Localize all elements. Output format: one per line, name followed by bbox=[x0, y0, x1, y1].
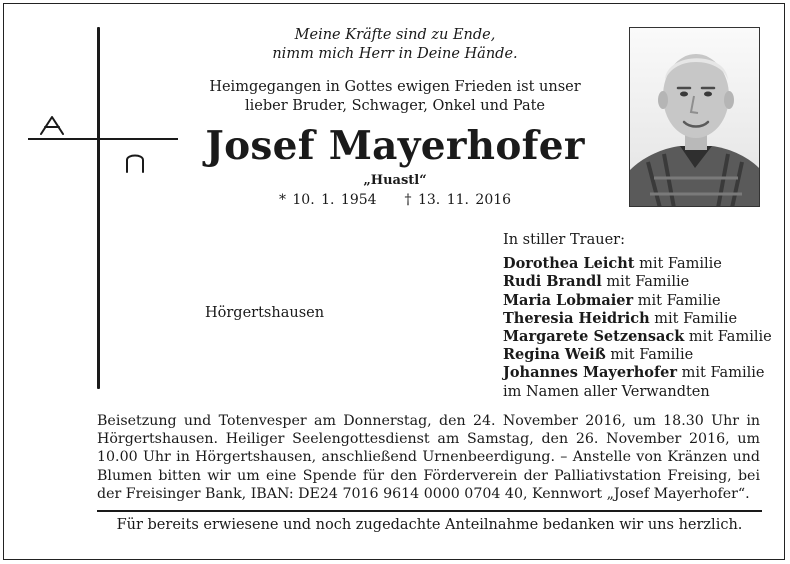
portrait-photo bbox=[629, 27, 760, 207]
omega-icon bbox=[122, 150, 148, 174]
mourner-name: Theresia Heidrich bbox=[503, 309, 650, 327]
mourner-entry bbox=[503, 346, 772, 364]
intro-text bbox=[180, 78, 610, 116]
mourner-name: Margarete Setzensack bbox=[503, 328, 685, 346]
funeral-details: Beisetzung und Totenvesper am Donnerstag, den 24. November 2016, um 18.30 Uhr in Hörgertshausen. Heiliger Seelengottesdienst am Samstag, den 26. November 2016, um 10.00 Uhr in Hörgertshausen, anschließend Urnenbeerdigung. – Anstelle von Kränzen und Blumen bitten wir um eine Spende für den Förderverein der Palliativstation Freising, bei der Freisinger Bank, IBAN: DE24 7016 9614 0000 0704 40, Kennwort „Josef Mayerhofer“. bbox=[97, 413, 760, 502]
mourner-suffix: mit Familie bbox=[649, 310, 738, 327]
death-date: † 13. 11. 2016 bbox=[404, 192, 512, 208]
birth-date: * 10. 1. 1954 bbox=[278, 192, 377, 208]
mourners-list bbox=[503, 231, 772, 401]
deceased-name: Josef Mayerhofer bbox=[205, 123, 585, 169]
place-name: Hörgertshausen bbox=[205, 305, 325, 321]
mourner-suffix: mit Familie bbox=[677, 365, 765, 382]
mourner-name: Regina Weiß bbox=[503, 346, 606, 364]
mourner-name: Dorothea Leicht bbox=[503, 255, 635, 273]
thanks-note: Für bereits erwiesene und noch zugedachte Anteilnahme bedanken wir uns herzlich. bbox=[116, 517, 743, 533]
mourner-suffix: mit Familie bbox=[633, 292, 721, 309]
mourner-name: Johannes Mayerhofer bbox=[503, 364, 678, 382]
mourner-entry bbox=[503, 328, 772, 346]
mourners-heading: In stiller Trauer: bbox=[503, 232, 625, 248]
cross-vertical-beam bbox=[97, 27, 100, 389]
mourners-closing: im Namen aller Verwandten bbox=[503, 383, 710, 400]
motto-line-1: Meine Kräfte sind zu Ende, bbox=[294, 27, 496, 43]
mourner-entry bbox=[503, 255, 772, 273]
motto-line-2: nimm mich Herr in Deine Hände. bbox=[272, 46, 518, 62]
cross-horizontal-beam bbox=[28, 138, 178, 140]
mourner-entry bbox=[503, 273, 772, 291]
divider-line bbox=[97, 510, 762, 512]
intro-line-1: Heimgegangen in Gottes ewigen Frieden ist unser bbox=[209, 79, 581, 95]
mourner-suffix: mit Familie bbox=[601, 274, 690, 291]
mourner-name: Maria Lobmaier bbox=[503, 291, 634, 309]
mourner-suffix: mit Familie bbox=[684, 329, 772, 346]
mourner-suffix: mit Familie bbox=[605, 347, 694, 364]
intro-line-2: lieber Bruder, Schwager, Onkel und Pate bbox=[244, 98, 546, 114]
mourner-suffix: mit Familie bbox=[634, 256, 722, 273]
mourner-entry bbox=[503, 292, 772, 310]
deceased-nickname: „Huastl“ bbox=[363, 173, 427, 188]
alpha-icon bbox=[38, 114, 68, 136]
mourner-entry bbox=[503, 310, 772, 328]
portrait-image bbox=[630, 28, 760, 207]
life-dates bbox=[180, 191, 610, 209]
motto bbox=[180, 26, 610, 64]
mourner-name: Rudi Brandl bbox=[503, 273, 602, 291]
mourner-entry bbox=[503, 364, 772, 382]
